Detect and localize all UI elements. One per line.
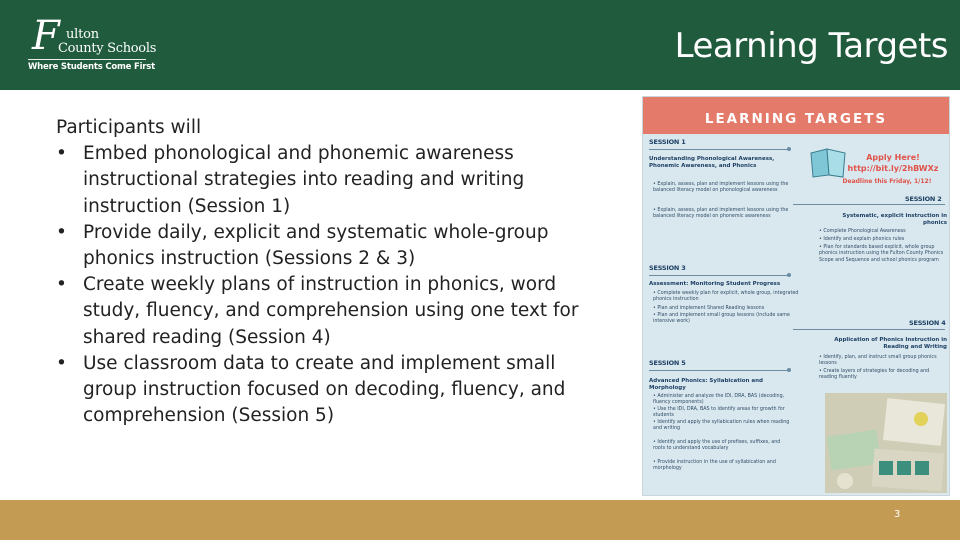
timeline-dot xyxy=(787,147,791,151)
target-item: • Use classroom data to create and implement small group instruction focused on decoding, fluency, and comprehension (Session 5) xyxy=(56,351,591,430)
timeline-dot xyxy=(787,273,791,277)
session-item: • Complete Phonological Awareness xyxy=(819,229,906,234)
logo-tagline: Where Students Come First xyxy=(28,62,156,72)
logo-mark: F xyxy=(32,13,60,59)
target-item: • Provide daily, explicit and systematic whole-group phonics instruction (Sessions 2 & 3) xyxy=(56,220,591,272)
session-item: • Identify, plan, and instruct small group phonics lessons xyxy=(819,355,937,367)
target-list xyxy=(56,141,591,429)
session-item: • Explain, assess, plan and implement lessons using the balanced literacy model on phonological awareness xyxy=(653,182,789,194)
session-item: • Provide instruction in the use of syllabication and morphology xyxy=(653,460,776,472)
phonics-materials-photo xyxy=(825,393,947,493)
timeline-line xyxy=(649,370,789,371)
session-label: SESSION 2 xyxy=(905,195,942,203)
session-item: • Identify and explain phonics rules xyxy=(819,237,905,242)
apply-deadline: Deadline this Friday, 1/12! xyxy=(842,178,932,185)
session-heading: Advanced Phonics: Syllabication and Morphology xyxy=(649,378,763,391)
session-item: • Identify and apply the use of prefixes, suffixes, and roots to understand vocabulary xyxy=(653,440,781,452)
session-item: • Plan for standards based explicit, whole group phonics instruction using the Fulton County Phonics Scope and Sequence and school phonics program xyxy=(819,245,944,263)
session-heading: Assessment: Monitoring Student Progress xyxy=(649,281,781,287)
session-item: • Plan and implement Shared Reading lessons xyxy=(653,306,765,311)
session-label: SESSION 5 xyxy=(649,359,686,367)
timeline-dot xyxy=(787,368,791,372)
timeline-line xyxy=(649,275,789,276)
page-number: 3 xyxy=(894,509,901,520)
session-label: SESSION 3 xyxy=(649,264,686,272)
session-label: SESSION 1 xyxy=(649,138,686,146)
slide-title: Learning Targets xyxy=(674,26,948,66)
header-bar xyxy=(0,0,960,90)
logo-line-1: ulton xyxy=(66,27,99,42)
session-item: • Create layers of strategies for decoding and reading fluently xyxy=(819,369,930,381)
timeline-line xyxy=(649,149,789,150)
logo-divider xyxy=(28,59,146,60)
fulton-county-schools-logo xyxy=(22,13,157,76)
timeline-line xyxy=(793,329,945,330)
session-item: • Explain, assess, plan and implement lessons using the balanced literacy model on phonemic awareness xyxy=(653,208,789,220)
session-item: • Administer and analyze the IDI, DRA, BAS (decoding, fluency components) xyxy=(653,394,785,406)
session-heading: Application of Phonics Instruction in Reading and Writing xyxy=(834,337,947,350)
learning-targets-poster xyxy=(642,96,950,496)
timeline-line xyxy=(793,204,945,205)
session-item: • Plan and implement small group lessons (include same intensive work) xyxy=(653,313,790,325)
target-item: • Embed phonological and phonemic awareness instructional strategies into reading and writing instruction (Session 1) xyxy=(56,141,591,220)
session-heading: Understanding Phonological Awareness, Phonemic Awareness, and Phonics xyxy=(649,156,775,169)
logo-line-2: County Schools xyxy=(58,41,157,56)
session-item: • Complete weekly plan for explicit, whole group, integrated phonics instruction xyxy=(653,291,799,303)
footer-bar xyxy=(0,500,960,540)
session-item: • Identify and apply the syllabication rules when reading and writing xyxy=(653,420,790,432)
session-label: SESSION 4 xyxy=(909,319,946,327)
poster-banner: LEARNING TARGETS xyxy=(643,97,949,134)
session-item: • Use the IDI, DRA, BAS to identify areas for growth for students xyxy=(653,407,785,419)
intro-text: Participants will xyxy=(56,117,202,138)
apply-heading: Apply Here! http://bit.ly/2hBWXz xyxy=(847,153,939,173)
learning-targets-text xyxy=(56,115,591,429)
session-heading: Systematic, explicit instruction in phonics xyxy=(842,213,947,226)
target-item: • Create weekly plans of instruction in phonics, word study, fluency, and comprehension using one text for shared reading (Session 4) xyxy=(56,272,591,351)
